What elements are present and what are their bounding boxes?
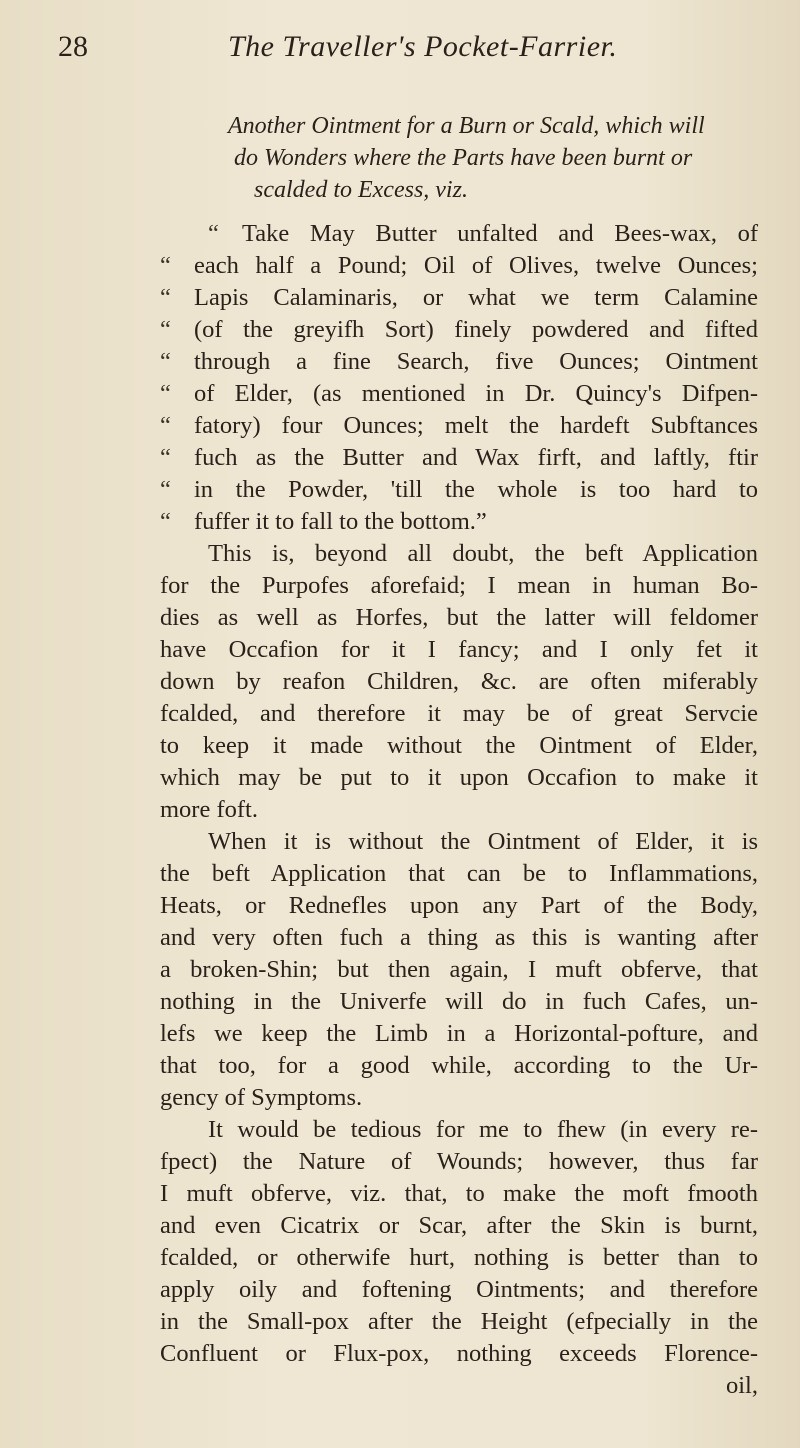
text-line [160, 1178, 758, 1210]
line-text: This is, beyond all doubt, the beft Application [208, 540, 758, 567]
text-line [160, 346, 758, 378]
quote-mark: “ [160, 412, 171, 439]
text-line [160, 634, 758, 666]
line-text: that too, for a good while, according to the Ur- [160, 1052, 758, 1079]
page-number: 28 [58, 30, 88, 63]
text-line [160, 1114, 758, 1146]
section-heading [228, 110, 758, 206]
line-text: and even Cicatrix or Scar, after the Skin is burnt, [160, 1212, 758, 1239]
line-text: fcalded, and therefore it may be of great Servcie [160, 700, 758, 727]
text-line [160, 1018, 758, 1050]
line-text: have Occafion for it I fancy; and I only fet it [160, 636, 758, 663]
text-line [160, 1306, 758, 1338]
text-line [160, 1050, 758, 1082]
text-line [160, 314, 758, 346]
line-text: Confluent or Flux-pox, nothing exceeds Florence- [160, 1340, 758, 1367]
text-line [160, 282, 758, 314]
text-line [160, 762, 758, 794]
line-text: gency of Symptoms. [160, 1084, 363, 1111]
text-line [160, 794, 758, 826]
body-text [160, 218, 758, 1402]
text-line [160, 730, 758, 762]
line-text: fatory) four Ounces; melt the hardeft Subftances [194, 412, 758, 439]
line-text: in the Powder, 'till the whole is too hard to [194, 476, 758, 503]
line-text: of Elder, (as mentioned in Dr. Quincy's Difpen- [194, 380, 758, 407]
quote-mark: “ [160, 508, 171, 535]
quote-mark: “ [160, 252, 171, 279]
line-text: each half a Pound; Oil of Olives, twelve Ounces; [194, 252, 758, 279]
line-text: fpect) the Nature of Wounds; however, thus far [160, 1148, 758, 1175]
line-text: to keep it made without the Ointment of Elder, [160, 732, 758, 759]
line-text: dies as well as Horfes, but the latter will feldomer [160, 604, 758, 631]
text-line [160, 698, 758, 730]
text-line [160, 1338, 758, 1370]
line-text: through a fine Search, five Ounces; Ointment [194, 348, 758, 375]
heading-line-3: scalded to Excess, viz. [254, 177, 468, 203]
heading-line-2: do Wonders where the Parts have been burnt or [234, 145, 693, 171]
heading-line-1: Another Ointment for a Burn or Scald, which will [228, 113, 705, 139]
quote-mark: “ [160, 316, 171, 343]
line-text: apply oily and foftening Ointments; and therefore [160, 1276, 758, 1303]
text-line [160, 570, 758, 602]
line-text: (of the greyifh Sort) finely powdered and fifted [194, 316, 758, 343]
line-text: oil, [726, 1372, 758, 1399]
line-text: and very often fuch a thing as this is wanting after [160, 924, 758, 951]
text-line [160, 506, 758, 538]
line-text: Lapis Calaminaris, or what we term Calamine [194, 284, 758, 311]
line-text: the beft Application that can be to Inflammations, [160, 860, 758, 887]
text-line [160, 986, 758, 1018]
line-text: Heats, or Rednefles upon any Part of the Body, [160, 892, 758, 919]
text-line [160, 954, 758, 986]
text-line [160, 1242, 758, 1274]
line-text: more foft. [160, 796, 258, 823]
line-text: nothing in the Univerfe will do in fuch Cafes, un- [160, 988, 758, 1015]
text-line [160, 666, 758, 698]
quote-mark: “ [160, 348, 171, 375]
line-text: When it is without the Ointment of Elder, it is [208, 828, 758, 855]
text-line [160, 378, 758, 410]
line-text: down by reafon Children, &c. are often miferably [160, 668, 758, 695]
line-text: fcalded, or otherwife hurt, nothing is better than to [160, 1244, 758, 1271]
text-line [160, 250, 758, 282]
quote-mark: “ [208, 220, 219, 247]
text-line [160, 1274, 758, 1306]
text-line [160, 1210, 758, 1242]
text-line [160, 538, 758, 570]
line-text: fuch as the Butter and Wax firft, and laftly, ftir [194, 444, 758, 471]
quote-mark: “ [160, 284, 171, 311]
text-line [160, 218, 758, 250]
line-text: I muft obferve, viz. that, to make the moft fmooth [160, 1180, 758, 1207]
quote-mark: “ [160, 444, 171, 471]
line-text: Take May Butter unfalted and Bees-wax, of [242, 220, 758, 247]
quote-mark: “ [160, 380, 171, 407]
text-line [160, 410, 758, 442]
text-line [160, 1370, 758, 1402]
text-line [160, 922, 758, 954]
line-text: in the Small-pox after the Height (efpecially in the [160, 1308, 758, 1335]
line-text: which may be put to it upon Occafion to make it [160, 764, 758, 791]
running-title: The Traveller's Pocket-Farrier. [228, 30, 618, 63]
text-line [160, 858, 758, 890]
text-line [160, 826, 758, 858]
line-text: fuffer it to fall to the bottom.” [194, 508, 487, 535]
text-line [160, 442, 758, 474]
line-text: It would be tedious for me to fhew (in every re- [208, 1116, 758, 1143]
quote-mark: “ [160, 476, 171, 503]
text-line [160, 474, 758, 506]
text-line [160, 1082, 758, 1114]
line-text: lefs we keep the Limb in a Horizontal-pofture, and [160, 1020, 758, 1047]
text-line [160, 1146, 758, 1178]
line-text: a broken-Shin; but then again, I muft obferve, that [160, 956, 758, 983]
line-text: for the Purpofes aforefaid; I mean in human Bo- [160, 572, 758, 599]
text-line [160, 602, 758, 634]
text-line [160, 890, 758, 922]
